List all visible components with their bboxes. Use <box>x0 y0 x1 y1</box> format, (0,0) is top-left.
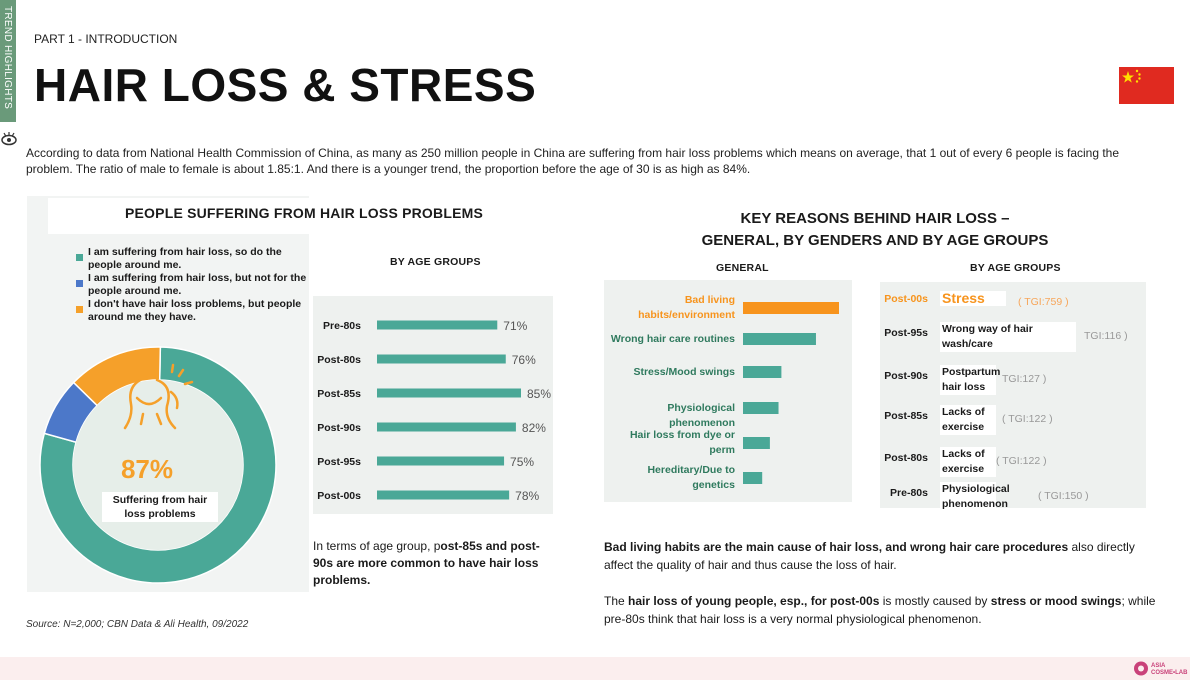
age-bar-value: 78% <box>515 489 540 503</box>
age-reason-tgi: TGI:116 ) <box>1084 330 1128 342</box>
age-category-label: Post-95s <box>317 456 361 468</box>
footer-band <box>0 657 1190 680</box>
general-bar <box>743 472 762 484</box>
left-note-part-2: ost-85s and post-90s <box>313 539 540 570</box>
side-tab-label: TREND HIGHLIGHTS <box>2 6 13 110</box>
age-bar <box>377 491 509 500</box>
age-reason-row <box>878 322 1148 356</box>
age-reason-text: Postpartum hair loss <box>942 366 1001 393</box>
right-note-1 <box>604 538 1164 574</box>
age-bar <box>377 457 504 466</box>
age-reason-group: Post-95s <box>884 327 928 339</box>
age-reason-group: Post-00s <box>884 293 928 305</box>
age-bar-value: 85% <box>527 387 552 401</box>
general-bar <box>743 402 779 414</box>
age-reason-group: Pre-80s <box>890 487 928 499</box>
age-reason-row <box>878 365 1148 399</box>
age-reason-text: Lacks of exercise <box>940 405 996 435</box>
age-category-label: Post-80s <box>317 354 361 366</box>
age-reason-row <box>878 482 1148 516</box>
general-title: GENERAL <box>716 262 769 274</box>
age-reason-text: Wrong way of hair wash/care <box>940 322 1076 352</box>
age-reason-group: Post-85s <box>884 410 928 422</box>
age-category-label: Pre-80s <box>323 320 361 332</box>
general-bar <box>743 302 839 314</box>
right-note-2-c: is mostly caused by <box>879 594 991 608</box>
right-note-2-e: ; while pre-80s think that hair loss is a very normal physiological phenomenon. <box>604 594 1156 626</box>
age-group-bar-chart <box>313 296 553 514</box>
age-reason-group: Post-80s <box>884 452 928 464</box>
age-reason-tgi: ( TGI:150 ) <box>1038 490 1089 502</box>
china-flag-icon <box>1119 67 1174 104</box>
general-bar <box>743 366 781 378</box>
general-reason-label: Wrong hair care routines <box>610 332 735 345</box>
age-category-label: Post-00s <box>317 490 361 502</box>
legend-label-2: I am suffering from hair loss, but not for the people around me. <box>88 272 307 297</box>
legend-item-3 <box>76 298 308 323</box>
right-title-line-2: GENERAL, BY GENDERS AND BY AGE GROUPS <box>701 232 1049 249</box>
right-note-2 <box>604 592 1164 628</box>
general-reason-label: Physiological phenomenon <box>667 401 735 429</box>
age-category-label: Post-90s <box>317 422 361 434</box>
general-bar <box>743 333 816 345</box>
intro-paragraph: According to data from National Health Commission of China, as many as 250 million people in China are suffering from hair loss problems which means on average, that 1 out of every 6 people is facing the problem. The ratio of male to female is about 1.85:1. And there is a younger trend, the proportion before the age of 30 is as high as 84%. <box>26 146 1120 176</box>
side-tab <box>0 0 16 122</box>
left-note-part-3: are more common to have hair loss problems. <box>313 556 539 587</box>
right-title-line-1: KEY REASONS BEHIND HAIR LOSS – <box>740 210 1010 227</box>
age-bar-value: 71% <box>503 319 528 333</box>
right-note-2-d: stress or mood swings <box>990 594 1122 608</box>
legend-swatch-orange <box>76 306 83 313</box>
donut-chart <box>27 336 309 592</box>
age-reason-text: Stress <box>940 291 1006 306</box>
age-reason-text: Physiological phenomenon <box>942 483 1010 510</box>
general-reason-label: Hair loss from dye or perm <box>629 429 735 456</box>
left-note-part-1: In terms of age group, p <box>313 539 441 553</box>
legend-swatch-teal <box>76 254 83 261</box>
age-bar-value: 75% <box>510 455 535 469</box>
eye-icon <box>0 130 18 148</box>
right-note-2-a: The <box>604 594 629 608</box>
part-label: PART 1 - INTRODUCTION <box>34 32 178 46</box>
age-reason-row <box>878 405 1148 439</box>
legend-label-1: I am suffering from hair loss, so do the people around me. <box>88 246 282 271</box>
right-by-age-title: BY AGE GROUPS <box>970 262 1061 274</box>
right-note-1-bold: Bad living habits are the main cause of hair loss, and wrong hair care procedures <box>604 540 1069 554</box>
page-title: HAIR LOSS & STRESS <box>34 59 537 111</box>
age-category-label: Post-85s <box>317 388 361 400</box>
general-reason-label: Bad living habits/environment <box>638 294 735 321</box>
general-bar <box>743 437 770 449</box>
right-note-1-rest: also directly affect the quality of hair and thus cause the loss of hair. <box>604 540 1135 572</box>
age-reason-text: Lacks of exercise <box>940 447 996 477</box>
right-note-2-b: hair loss of young people, esp., for post-00s <box>628 594 880 608</box>
donut-legend <box>76 246 308 324</box>
donut-center-value: 87% <box>120 454 174 484</box>
legend-item-1 <box>76 246 308 271</box>
age-bar-value: 76% <box>511 353 536 367</box>
age-reason-tgi: ( TGI:122 ) <box>1002 413 1053 425</box>
age-bar <box>377 423 516 432</box>
left-by-age-title: BY AGE GROUPS <box>390 256 481 268</box>
logo-line-2: COSME•LAB <box>1151 670 1188 676</box>
age-bar-value: 82% <box>521 421 546 435</box>
legend-label-3: I don't have hair loss problems, but people around me they have. <box>88 298 302 323</box>
asia-cosme-lab-logo <box>1132 659 1188 678</box>
age-reason-group: Post-90s <box>884 370 928 382</box>
general-reason-label: Hereditary/Due to genetics <box>647 464 735 491</box>
age-bar <box>377 389 521 398</box>
donut-center-caption: Suffering from hair loss problems <box>102 492 218 522</box>
legend-item-2 <box>76 272 308 297</box>
age-reason-row <box>878 447 1148 481</box>
logo-line-1: ASIA <box>1151 663 1166 669</box>
left-section-title: PEOPLE SUFFERING FROM HAIR LOSS PROBLEMS <box>124 205 484 221</box>
source-note: Source: N=2,000; CBN Data & Ali Health, 09/2022 <box>26 619 249 630</box>
age-reason-tgi: ( TGI:759 ) <box>1018 296 1069 308</box>
left-note <box>313 538 548 589</box>
age-bar <box>377 355 506 364</box>
age-reason-tgi: ( TGI:122 ) <box>996 455 1047 467</box>
age-reason-tgi: TGI:127 ) <box>1002 373 1047 385</box>
age-bar <box>377 321 497 330</box>
right-section-title <box>640 208 1110 252</box>
general-reason-label: Stress/Mood swings <box>633 365 735 378</box>
legend-swatch-blue <box>76 280 83 287</box>
age-reason-row <box>878 288 1148 322</box>
